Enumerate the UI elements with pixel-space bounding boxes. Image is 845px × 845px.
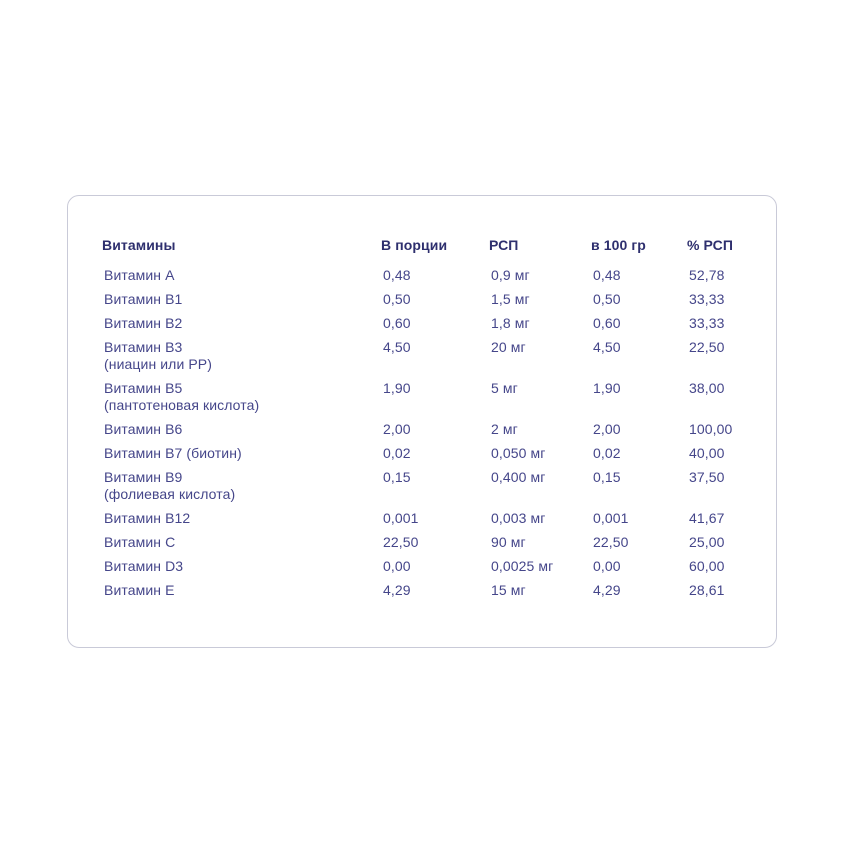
pct-rsp-value: 33,33 bbox=[689, 315, 725, 331]
per100-value: 1,90 bbox=[593, 380, 621, 396]
table-row bbox=[102, 339, 752, 380]
vitamin-name-cell bbox=[102, 469, 383, 503]
portion-value: 0,48 bbox=[383, 267, 411, 283]
rsp-value: 1,5 мг bbox=[491, 291, 530, 307]
vitamin-name-cell bbox=[102, 421, 383, 438]
table-row bbox=[102, 267, 752, 291]
portion-value: 1,90 bbox=[383, 380, 411, 396]
vitamin-subname: (ниацин или РР) bbox=[104, 356, 212, 372]
pct-rsp-value: 40,00 bbox=[689, 445, 725, 461]
portion-value: 0,15 bbox=[383, 469, 411, 485]
vitamin-name: Витамин С bbox=[104, 534, 176, 550]
vitamin-name: Витамин В7 (биотин) bbox=[104, 445, 242, 461]
per100-value: 4,29 bbox=[593, 582, 621, 598]
per100-value: 0,50 bbox=[593, 291, 621, 307]
portion-value: 0,60 bbox=[383, 315, 411, 331]
vitamin-name-cell bbox=[102, 339, 383, 373]
table-row bbox=[102, 445, 752, 469]
portion-value: 0,50 bbox=[383, 291, 411, 307]
vitamin-name-cell bbox=[102, 582, 383, 599]
per100-value: 0,48 bbox=[593, 267, 621, 283]
pct-rsp-value: 38,00 bbox=[689, 380, 725, 396]
portion-value: 4,50 bbox=[383, 339, 411, 355]
rsp-value: 0,400 мг bbox=[491, 469, 546, 485]
per100-value: 0,001 bbox=[593, 510, 629, 526]
table-header-row bbox=[102, 237, 752, 263]
portion-value: 4,29 bbox=[383, 582, 411, 598]
pct-rsp-value: 100,00 bbox=[689, 421, 733, 437]
vitamin-table bbox=[102, 237, 752, 606]
header-pct-rsp: % РСП bbox=[687, 237, 733, 253]
rsp-value: 2 мг bbox=[491, 421, 518, 437]
vitamin-name: Витамин Е bbox=[104, 582, 175, 598]
table-row bbox=[102, 469, 752, 510]
per100-value: 0,15 bbox=[593, 469, 621, 485]
rsp-value: 0,0025 мг bbox=[491, 558, 554, 574]
table-row bbox=[102, 421, 752, 445]
portion-value: 2,00 bbox=[383, 421, 411, 437]
vitamin-name: Витамин В1 bbox=[104, 291, 183, 307]
rsp-value: 15 мг bbox=[491, 582, 526, 598]
vitamin-name-cell bbox=[102, 445, 383, 462]
rsp-value: 5 мг bbox=[491, 380, 518, 396]
vitamin-subname: (фолиевая кислота) bbox=[104, 486, 236, 502]
rsp-value: 1,8 мг bbox=[491, 315, 530, 331]
table-row bbox=[102, 582, 752, 606]
pct-rsp-value: 60,00 bbox=[689, 558, 725, 574]
per100-value: 0,00 bbox=[593, 558, 621, 574]
vitamin-name-cell bbox=[102, 315, 383, 332]
vitamin-name-cell bbox=[102, 291, 383, 308]
portion-value: 0,02 bbox=[383, 445, 411, 461]
pct-rsp-value: 25,00 bbox=[689, 534, 725, 550]
portion-value: 22,50 bbox=[383, 534, 419, 550]
header-vitamins: Витамины bbox=[102, 237, 176, 253]
vitamin-name: Витамин В6 bbox=[104, 421, 183, 437]
table-body bbox=[102, 267, 752, 606]
pct-rsp-value: 33,33 bbox=[689, 291, 725, 307]
per100-value: 22,50 bbox=[593, 534, 629, 550]
rsp-value: 0,9 мг bbox=[491, 267, 530, 283]
pct-rsp-value: 52,78 bbox=[689, 267, 725, 283]
header-per-portion: В порции bbox=[381, 237, 448, 253]
pct-rsp-value: 22,50 bbox=[689, 339, 725, 355]
pct-rsp-value: 41,67 bbox=[689, 510, 725, 526]
rsp-value: 0,003 мг bbox=[491, 510, 546, 526]
vitamin-name: Витамин В12 bbox=[104, 510, 191, 526]
portion-value: 0,001 bbox=[383, 510, 419, 526]
vitamin-name: Витамин В9 bbox=[104, 469, 183, 485]
vitamin-subname: (пантотеновая кислота) bbox=[104, 397, 260, 413]
header-per-100g: в 100 гр bbox=[591, 237, 646, 253]
header-rsp: РСП bbox=[489, 237, 519, 253]
per100-value: 2,00 bbox=[593, 421, 621, 437]
per100-value: 4,50 bbox=[593, 339, 621, 355]
vitamin-name: Витамин В2 bbox=[104, 315, 183, 331]
portion-value: 0,00 bbox=[383, 558, 411, 574]
vitamin-name: Витамин В3 bbox=[104, 339, 183, 355]
vitamin-name: Витамин D3 bbox=[104, 558, 184, 574]
table-row bbox=[102, 380, 752, 421]
vitamin-name-cell bbox=[102, 380, 383, 414]
table-row bbox=[102, 558, 752, 582]
rsp-value: 20 мг bbox=[491, 339, 526, 355]
vitamin-name: Витамин А bbox=[104, 267, 175, 283]
per100-value: 0,02 bbox=[593, 445, 621, 461]
rsp-value: 90 мг bbox=[491, 534, 526, 550]
vitamin-name: Витамин В5 bbox=[104, 380, 183, 396]
pct-rsp-value: 28,61 bbox=[689, 582, 725, 598]
vitamin-name-cell bbox=[102, 267, 383, 284]
table-row bbox=[102, 291, 752, 315]
rsp-value: 0,050 мг bbox=[491, 445, 546, 461]
vitamin-name-cell bbox=[102, 534, 383, 551]
vitamin-name-cell bbox=[102, 558, 383, 575]
table-row bbox=[102, 534, 752, 558]
table-row bbox=[102, 315, 752, 339]
vitamin-name-cell bbox=[102, 510, 383, 527]
pct-rsp-value: 37,50 bbox=[689, 469, 725, 485]
vitamin-table-card bbox=[67, 195, 777, 648]
table-row bbox=[102, 510, 752, 534]
per100-value: 0,60 bbox=[593, 315, 621, 331]
